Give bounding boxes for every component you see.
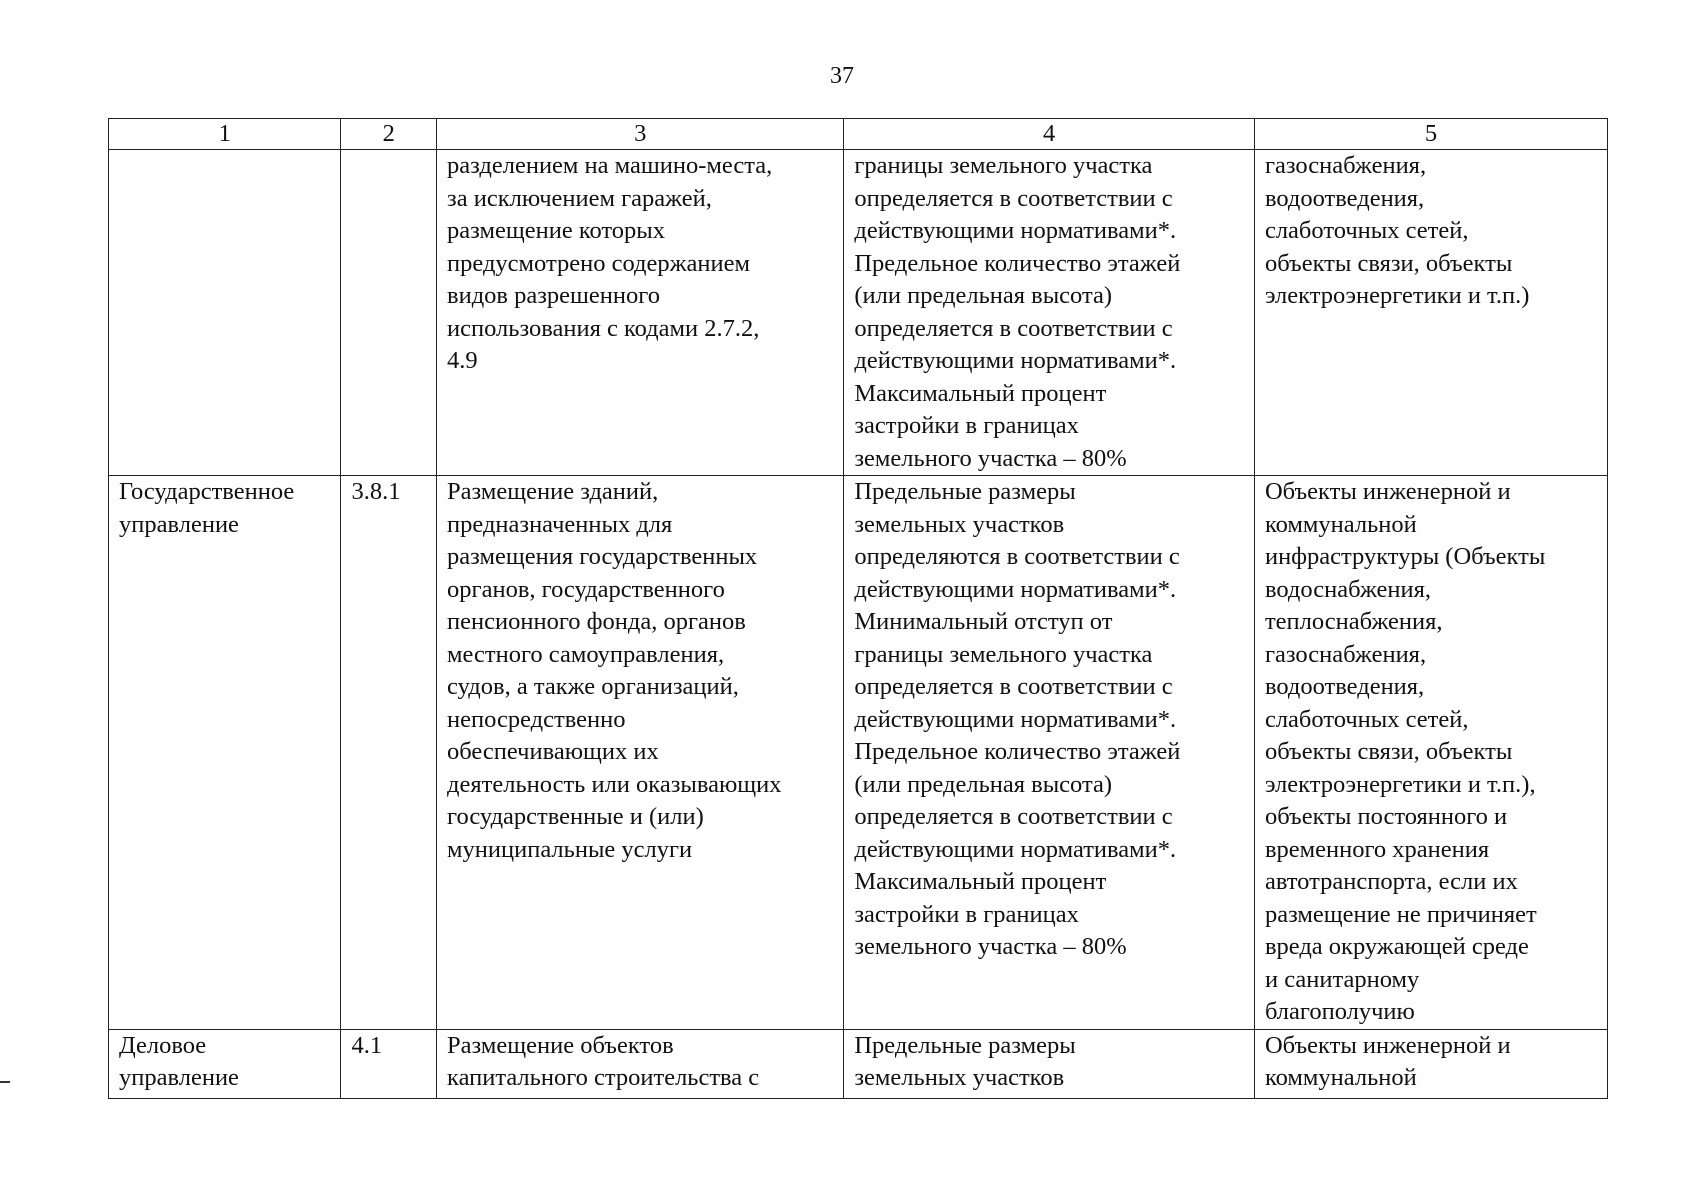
column-header-5: 5 (1254, 119, 1607, 150)
auxiliary-uses-cell (1254, 150, 1607, 476)
auxiliary-uses-cell (1254, 1029, 1607, 1098)
page-number: 37 (830, 63, 854, 89)
column-header-4: 4 (844, 119, 1255, 150)
use-code: 4.1 (351, 1031, 383, 1059)
header-row (109, 119, 1608, 150)
column-header-3: 3 (437, 119, 844, 150)
parameters-text: Предельные размеры земельных участков определяются в соответствии с действующими нормативами*. Минимальный отступ от границы земельного участка определяется в соответствии с действующими нормативами*. Предельное количество этажей (или предельная высота) определяется в соответствии с действующими нормативами*. Максимальный процент застройки в границах земельного участка – 80% (854, 478, 1181, 960)
use-description: разделением на машино-места, за исключением гаражей, размещение которых предусмотрено содержанием видов разрешенного использования с кодами 2.7.2, 4.9 (447, 152, 773, 374)
column-header-1: 1 (109, 119, 341, 150)
use-code-cell (341, 476, 437, 1030)
parameters-text: Предельные размеры земельных участков (854, 1031, 1076, 1091)
use-name: Деловое управление (119, 1031, 239, 1091)
use-description: Размещение объектов капитального строительства с (447, 1031, 760, 1091)
table-row (109, 1029, 1608, 1098)
use-name-cell (109, 476, 341, 1030)
table-row (109, 476, 1608, 1030)
auxiliary-uses-text: Объекты инженерной и коммунальной инфраструктуры (Объекты водоснабжения, теплоснабжения, газоснабжения, водоотведения, слаботочных сетей, объекты связи, объекты электроэнергетики и т.п.), объекты постоянного и временного хранения автотранспорта, если их размещение не причиняет вреда окружающей среде и санитарному благополучию (1264, 478, 1546, 1025)
use-description-cell (437, 1029, 844, 1098)
auxiliary-uses-cell (1254, 476, 1607, 1030)
auxiliary-uses-text: газоснабжения, водоотведения, слаботочных сетей, объекты связи, объекты электроэнергетики и т.п.) (1264, 152, 1530, 309)
use-description-cell (437, 476, 844, 1030)
use-name-cell (109, 1029, 341, 1098)
auxiliary-uses-text: Объекты инженерной и коммунальной (1264, 1031, 1511, 1091)
parameters-text: границы земельного участка определяется в соответствии с действующими нормативами*. Предельное количество этажей (или предельная высота) определяется в соответствии с действующими нормативами*. Максимальный процент застройки в границах земельного участка – 80% (854, 152, 1181, 472)
use-name: Государственное управление (119, 478, 295, 538)
use-code-cell (341, 150, 437, 476)
scan-edge-mark (0, 1081, 10, 1083)
use-description: Размещение зданий, предназначенных для размещения государственных органов, государственного пенсионного фонда, органов местного самоуправления, судов, а также организаций, непосредственно обеспечивающих их деятельность или оказывающих государственные и (или) муниципальные услуги (447, 478, 782, 863)
column-header-2: 2 (341, 119, 437, 150)
regulations-table (108, 118, 1608, 1099)
parameters-cell (844, 476, 1255, 1030)
table-row (109, 150, 1608, 476)
use-name-cell (109, 150, 341, 476)
table-header (109, 119, 1608, 150)
use-code-cell (341, 1029, 437, 1098)
parameters-cell (844, 1029, 1255, 1098)
use-description-cell (437, 150, 844, 476)
parameters-cell (844, 150, 1255, 476)
use-code: 3.8.1 (351, 478, 401, 505)
